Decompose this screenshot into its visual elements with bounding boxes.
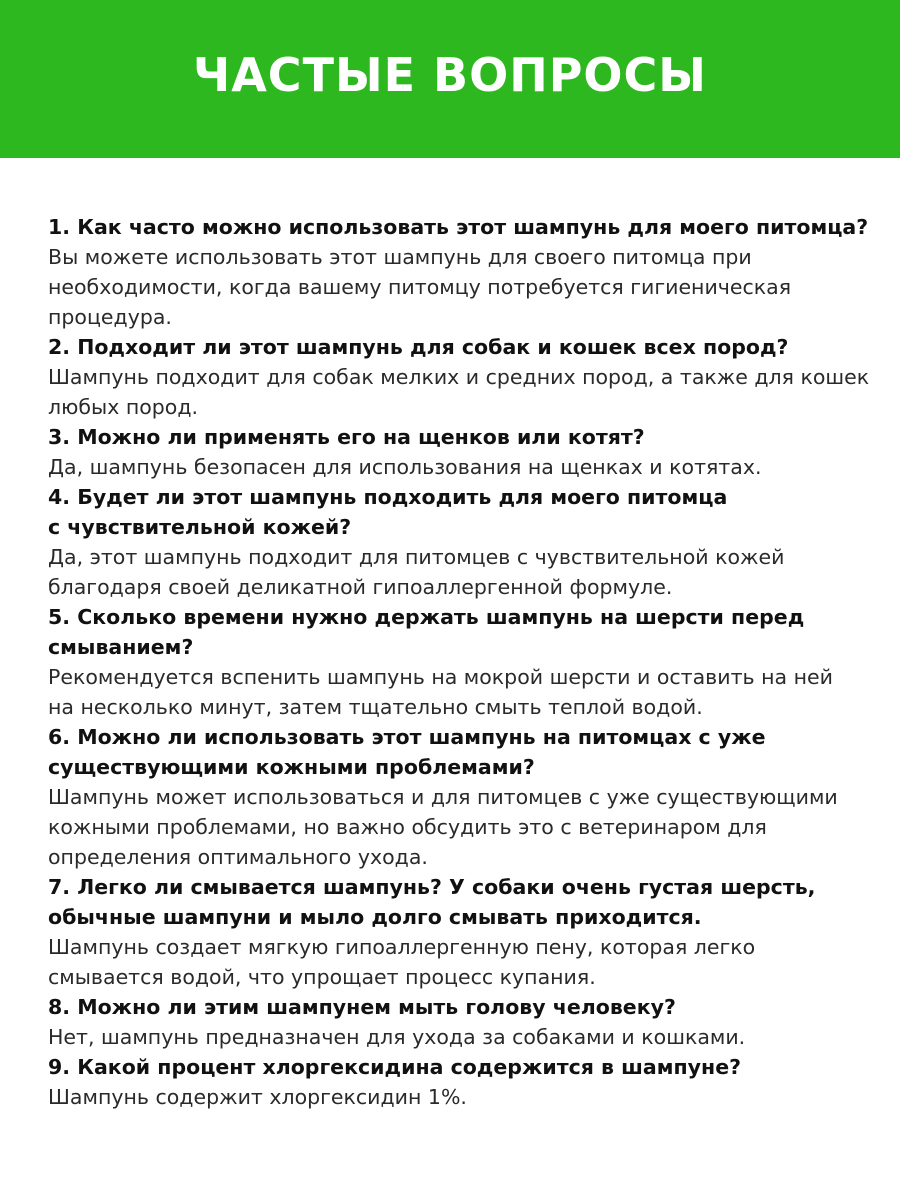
faq-item-9 (48, 1052, 878, 1112)
page-title: ЧАСТЫЕ ВОПРОСЫ (193, 48, 707, 102)
faq-question: 8. Можно ли этим шампунем мыть голову человеку? (48, 995, 676, 1019)
faq-answer: Нет, шампунь предназначен для ухода за собаками и кошками. (48, 1025, 746, 1049)
faq-item-8 (48, 992, 878, 1052)
faq-question: 1. Как часто можно использовать этот шампунь для моего питомца? (48, 215, 869, 239)
faq-item-3 (48, 422, 878, 482)
faq-question: 6. Можно ли использовать этот шампунь на питомцах с уже существующими кожными проблемами? (48, 725, 766, 779)
faq-answer: Шампунь может использоваться и для питомцев с уже существующими кожными проблемами, но важно обсудить это с ветеринаром для определения оптимального ухода. (48, 785, 838, 869)
faq-item-4 (48, 482, 878, 602)
faq-question: 2. Подходит ли этот шампунь для собак и кошек всех пород? (48, 335, 789, 359)
faq-item-2 (48, 332, 878, 422)
faq-answer: Шампунь содержит хлоргексидин 1%. (48, 1085, 467, 1109)
faq-question: 7. Легко ли смывается шампунь? У собаки очень густая шерсть, обычные шампуни и мыло долго смывать приходится. (48, 875, 816, 929)
faq-answer: Да, шампунь безопасен для использования на щенках и котятах. (48, 455, 762, 479)
faq-item-5 (48, 602, 878, 722)
faq-question: 9. Какой процент хлоргексидина содержится в шампуне? (48, 1055, 741, 1079)
faq-answer: Шампунь подходит для собак мелких и средних пород, а также для кошек любых пород. (48, 365, 870, 419)
faq-list (48, 212, 878, 1112)
faq-answer: Шампунь создает мягкую гипоаллергенную пену, которая легко смывается водой, что упрощает процесс купания. (48, 935, 756, 989)
faq-item-6 (48, 722, 878, 872)
faq-answer: Вы можете использовать этот шампунь для своего питомца при необходимости, когда вашему питомцу потребуется гигиеническая процедура. (48, 245, 792, 329)
faq-question: 4. Будет ли этот шампунь подходить для моего питомца с чувствительной кожей? (48, 485, 728, 539)
faq-question: 5. Сколько времени нужно держать шампунь на шерсти перед смыванием? (48, 605, 805, 659)
faq-question: 3. Можно ли применять его на щенков или котят? (48, 425, 645, 449)
faq-item-1 (48, 212, 878, 332)
faq-answer: Рекомендуется вспенить шампунь на мокрой шерсти и оставить на ней на несколько минут, затем тщательно смыть теплой водой. (48, 665, 833, 719)
faq-answer: Да, этот шампунь подходит для питомцев с чувствительной кожей благодаря своей деликатной гипоаллергенной формуле. (48, 545, 785, 599)
header-banner (0, 0, 900, 158)
faq-item-7 (48, 872, 878, 992)
